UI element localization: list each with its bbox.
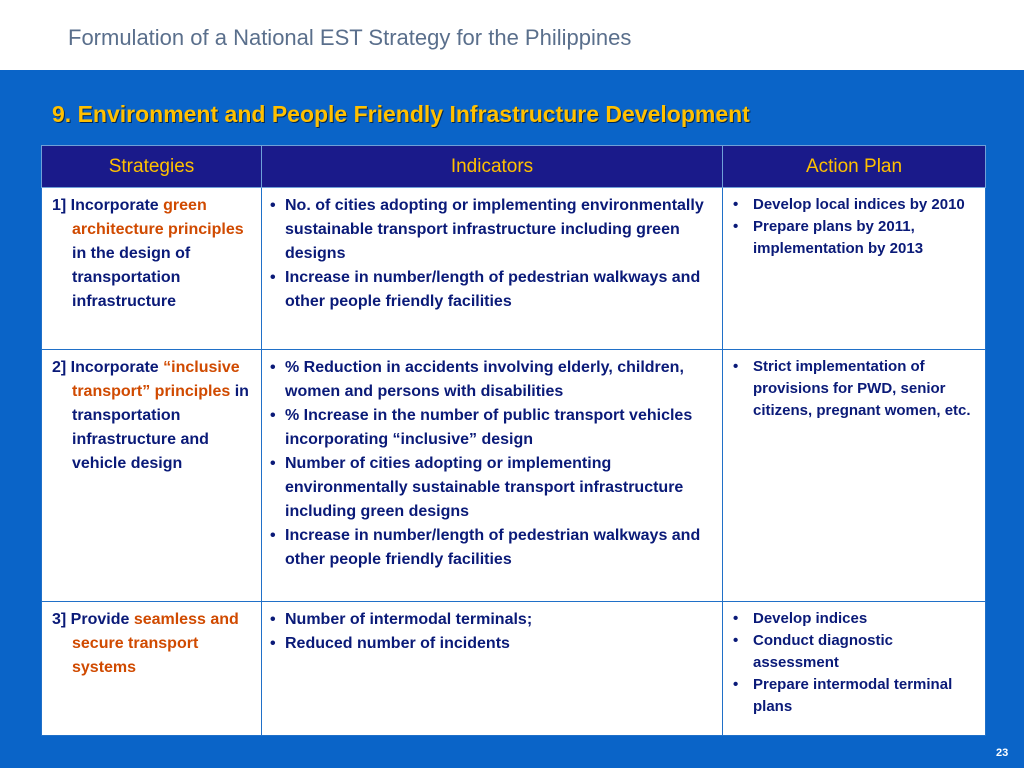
- action-plan-cell: [723, 350, 986, 602]
- strategy-cell: [42, 350, 262, 602]
- strategy-highlight: “inclusive transport” principles: [72, 359, 240, 400]
- action-item: • Conduct diagnostic assessment: [731, 630, 977, 674]
- action-item: • Prepare intermodal terminal plans: [731, 674, 977, 718]
- slide-title: 9. Environment and People Friendly Infrastructure Development: [52, 101, 750, 127]
- strategy-suffix: in the design of transportation infrastructure: [72, 245, 191, 310]
- strategy-prefix: 2] Incorporate: [52, 359, 164, 376]
- indicator-item: • % Increase in the number of public transport vehicles incorporating “inclusive” design: [270, 404, 714, 452]
- strategy-prefix: 1] Incorporate: [52, 197, 164, 214]
- strategy-text: [52, 608, 255, 680]
- indicators-cell: [262, 602, 723, 736]
- strategy-highlight: seamless and secure transport systems: [72, 611, 239, 676]
- indicator-list: [270, 608, 714, 656]
- indicator-item: • No. of cities adopting or implementing environmentally sustainable transport infrastructure including green designs: [270, 194, 714, 266]
- strategy-prefix: 3] Provide: [52, 611, 134, 628]
- table-row: [42, 350, 986, 602]
- indicator-item: • Increase in number/length of pedestrian walkways and other people friendly facilities: [270, 524, 714, 572]
- table-row: [42, 602, 986, 736]
- action-list: [731, 356, 977, 422]
- presentation-title: Formulation of a National EST Strategy for the Philippines: [68, 25, 632, 50]
- strategy-cell: [42, 188, 262, 350]
- strategy-text: [52, 194, 255, 314]
- column-header-indicators: Indicators: [262, 146, 723, 188]
- strategy-text: [52, 356, 255, 476]
- action-list: [731, 194, 977, 260]
- action-list: [731, 608, 977, 718]
- indicator-item: • Number of cities adopting or implementing environmentally sustainable transport infrastructure including green designs: [270, 452, 714, 524]
- strategy-highlight: green architecture principles: [72, 197, 244, 238]
- action-plan-cell: [723, 602, 986, 736]
- indicators-cell: [262, 350, 723, 602]
- strategy-suffix: in transportation infrastructure and vehicle design: [72, 383, 249, 472]
- column-header-strategies: Strategies: [42, 146, 262, 188]
- action-item: • Develop indices: [731, 608, 977, 630]
- header-band: [0, 0, 1024, 70]
- column-header-action-plan: Action Plan: [723, 146, 986, 188]
- indicator-item: • Number of intermodal terminals;: [270, 608, 714, 632]
- action-plan-cell: [723, 188, 986, 350]
- indicator-list: [270, 356, 714, 572]
- table-row: [42, 188, 986, 350]
- strategy-cell: [42, 602, 262, 736]
- table-header-row: [42, 146, 986, 188]
- indicator-item: • % Reduction in accidents involving elderly, children, women and persons with disabilities: [270, 356, 714, 404]
- indicator-list: [270, 194, 714, 314]
- action-item: • Strict implementation of provisions for PWD, senior citizens, pregnant women, etc.: [731, 356, 977, 422]
- action-item: • Develop local indices by 2010: [731, 194, 977, 216]
- indicator-item: • Reduced number of incidents: [270, 632, 714, 656]
- indicator-item: • Increase in number/length of pedestrian walkways and other people friendly facilities: [270, 266, 714, 314]
- slide-number: 23: [996, 747, 1009, 759]
- action-item: • Prepare plans by 2011, implementation by 2013: [731, 216, 977, 260]
- strategy-table: [41, 145, 986, 736]
- indicators-cell: [262, 188, 723, 350]
